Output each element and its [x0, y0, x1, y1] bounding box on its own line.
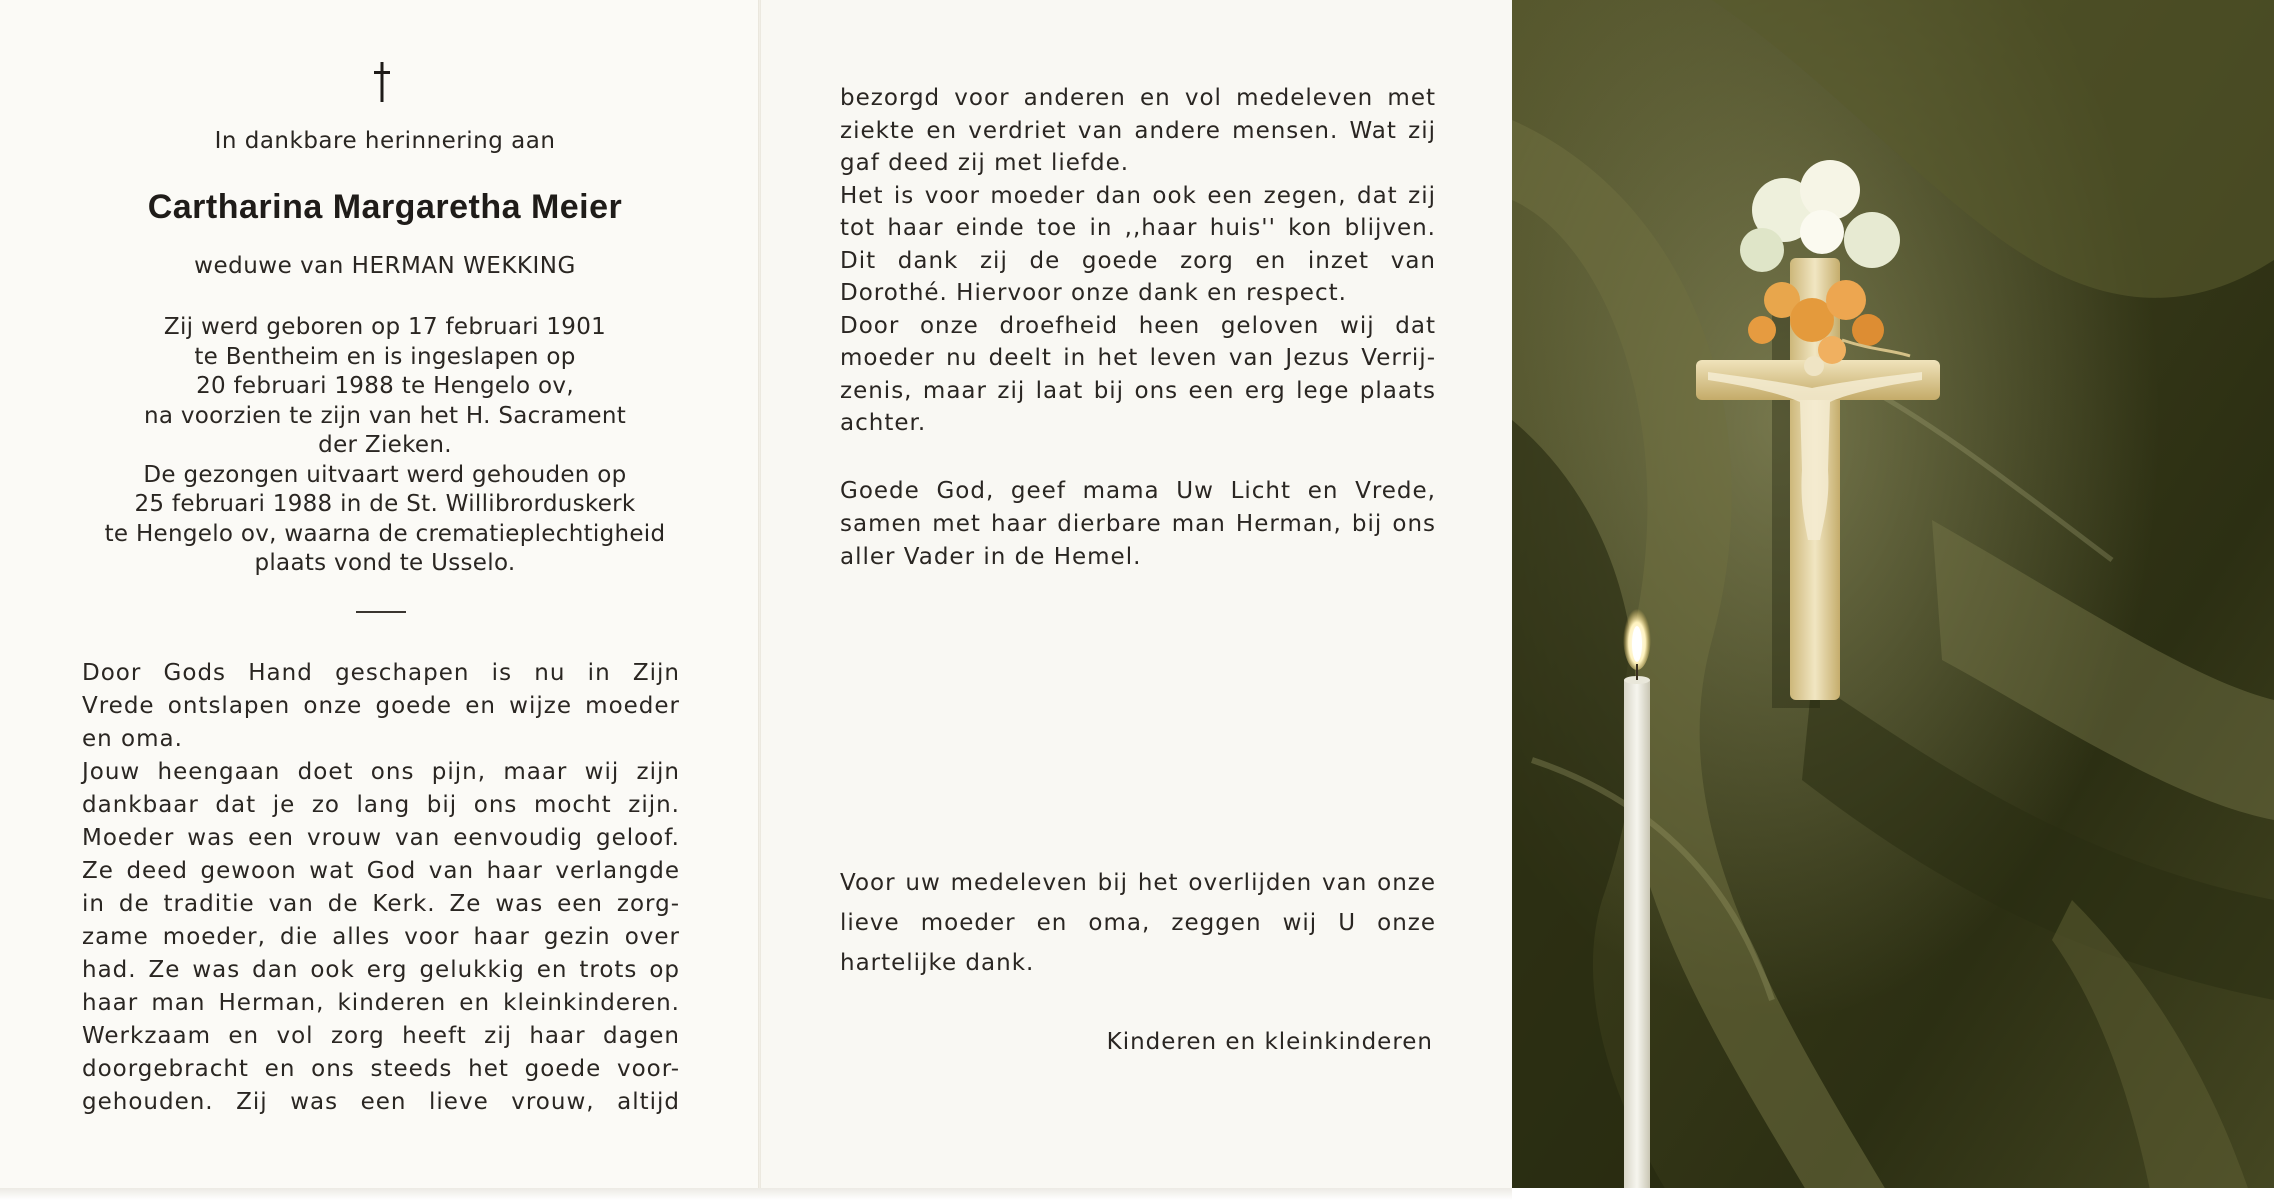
text-line: Dit dank zij de goede zorg en inzet van	[840, 247, 1436, 274]
tribute-text-left	[82, 657, 680, 1119]
deceased-name: Cartharina Margaretha Meier	[147, 188, 623, 226]
text-line: hartelijke dank.	[840, 950, 1035, 976]
text-line: Ze deed gewoon wat God van haar verlangde	[82, 858, 680, 884]
text-line: Voor uw medeleven bij het overlijden van onze	[840, 870, 1436, 896]
text-line: tot haar einde toe in ,,haar huis'' kon blijven.	[840, 215, 1436, 241]
text-line: Moeder was een vrouw van eenvoudig geloof.	[82, 825, 680, 851]
text-line: gaf deed zij met liefde.	[840, 150, 1130, 176]
bio-line: te Bentheim en is ingeslapen op	[194, 343, 576, 370]
bio-line: De gezongen uitvaart werd gehouden op	[143, 461, 627, 488]
latin-cross-icon	[372, 60, 392, 104]
photo-bottom-edge	[1512, 1188, 2274, 1200]
tribute-text-middle	[840, 82, 1436, 440]
prayer-text	[840, 475, 1436, 574]
bio-line: der Zieken.	[318, 432, 452, 458]
text-line: aller Vader in de Hemel.	[840, 544, 1142, 570]
text-line: ziekte en verdriet van andere mensen. Wat zij	[840, 117, 1436, 144]
intro-text: In dankbare herinnering aan	[214, 128, 556, 154]
fold-line	[758, 0, 761, 1200]
text-line: doorgebracht en ons steeds het goede voor-	[82, 1056, 680, 1082]
thanks-text	[840, 863, 1436, 983]
text-line: Jouw heengaan doet ons pijn, maar wij zijn	[82, 759, 680, 785]
crucifix-candle-photo	[1512, 0, 2274, 1200]
text-line: moeder nu deelt in het leven van Jezus Verrij-	[840, 345, 1436, 371]
signature-text: Kinderen en kleinkinderen	[1106, 1029, 1433, 1055]
section-divider	[356, 611, 406, 613]
paper-bottom-edge	[0, 1188, 1512, 1200]
widow-of-text: weduwe van HERMAN WEKKING	[194, 253, 576, 279]
text-line: Goede God, geef mama Uw Licht en Vrede,	[840, 478, 1436, 504]
text-line: Dorothé. Hiervoor onze dank en respect.	[840, 280, 1347, 306]
bio-line: na voorzien te zijn van het H. Sacrament	[143, 402, 627, 429]
text-line: zame moeder, die alles voor haar gezin over	[82, 924, 680, 950]
bio-line: plaats vond te Usselo.	[254, 550, 516, 576]
text-line: en oma.	[82, 726, 183, 752]
text-line: zenis, maar zij laat bij ons een erg lege plaats	[840, 377, 1436, 404]
text-line: had. Ze was dan ook erg gelukkig en trots op	[82, 957, 680, 983]
text-line: haar man Herman, kinderen en kleinkinderen.	[82, 990, 680, 1016]
bio-line: Zij werd geboren op 17 februari 1901	[163, 314, 607, 340]
text-line: Door onze droefheid heen geloven wij dat	[840, 312, 1436, 339]
bio-line: 25 februari 1988 in de St. Willibrorduskerk	[134, 491, 636, 517]
text-line: samen met haar dierbare man Herman, bij ons	[840, 511, 1436, 537]
text-line: Het is voor moeder dan ook een zegen, dat zij	[840, 182, 1436, 209]
text-line: lieve moeder en oma, zeggen wij U onze	[840, 910, 1436, 936]
text-line: in de traditie van de Kerk. Ze was een zorg-	[82, 891, 680, 917]
text-line: Werkzaam en vol zorg heeft zij haar dagen	[82, 1023, 680, 1049]
bio-line: 20 februari 1988 te Hengelo ov,	[196, 373, 574, 399]
text-line: achter.	[840, 410, 927, 436]
text-line: bezorgd voor anderen en vol medeleven met	[840, 85, 1436, 111]
text-line: gehouden. Zij was een lieve vrouw, altijd	[82, 1089, 680, 1115]
text-line: Vrede ontslapen onze goede en wijze moeder	[82, 693, 680, 719]
biography-block	[40, 313, 730, 579]
text-line: Door Gods Hand geschapen is nu in Zijn	[82, 660, 680, 686]
text-line: dankbaar dat je zo lang bij ons mocht zijn.	[82, 792, 680, 818]
bio-line: te Hengelo ov, waarna de crematieplechtigheid	[104, 520, 666, 547]
